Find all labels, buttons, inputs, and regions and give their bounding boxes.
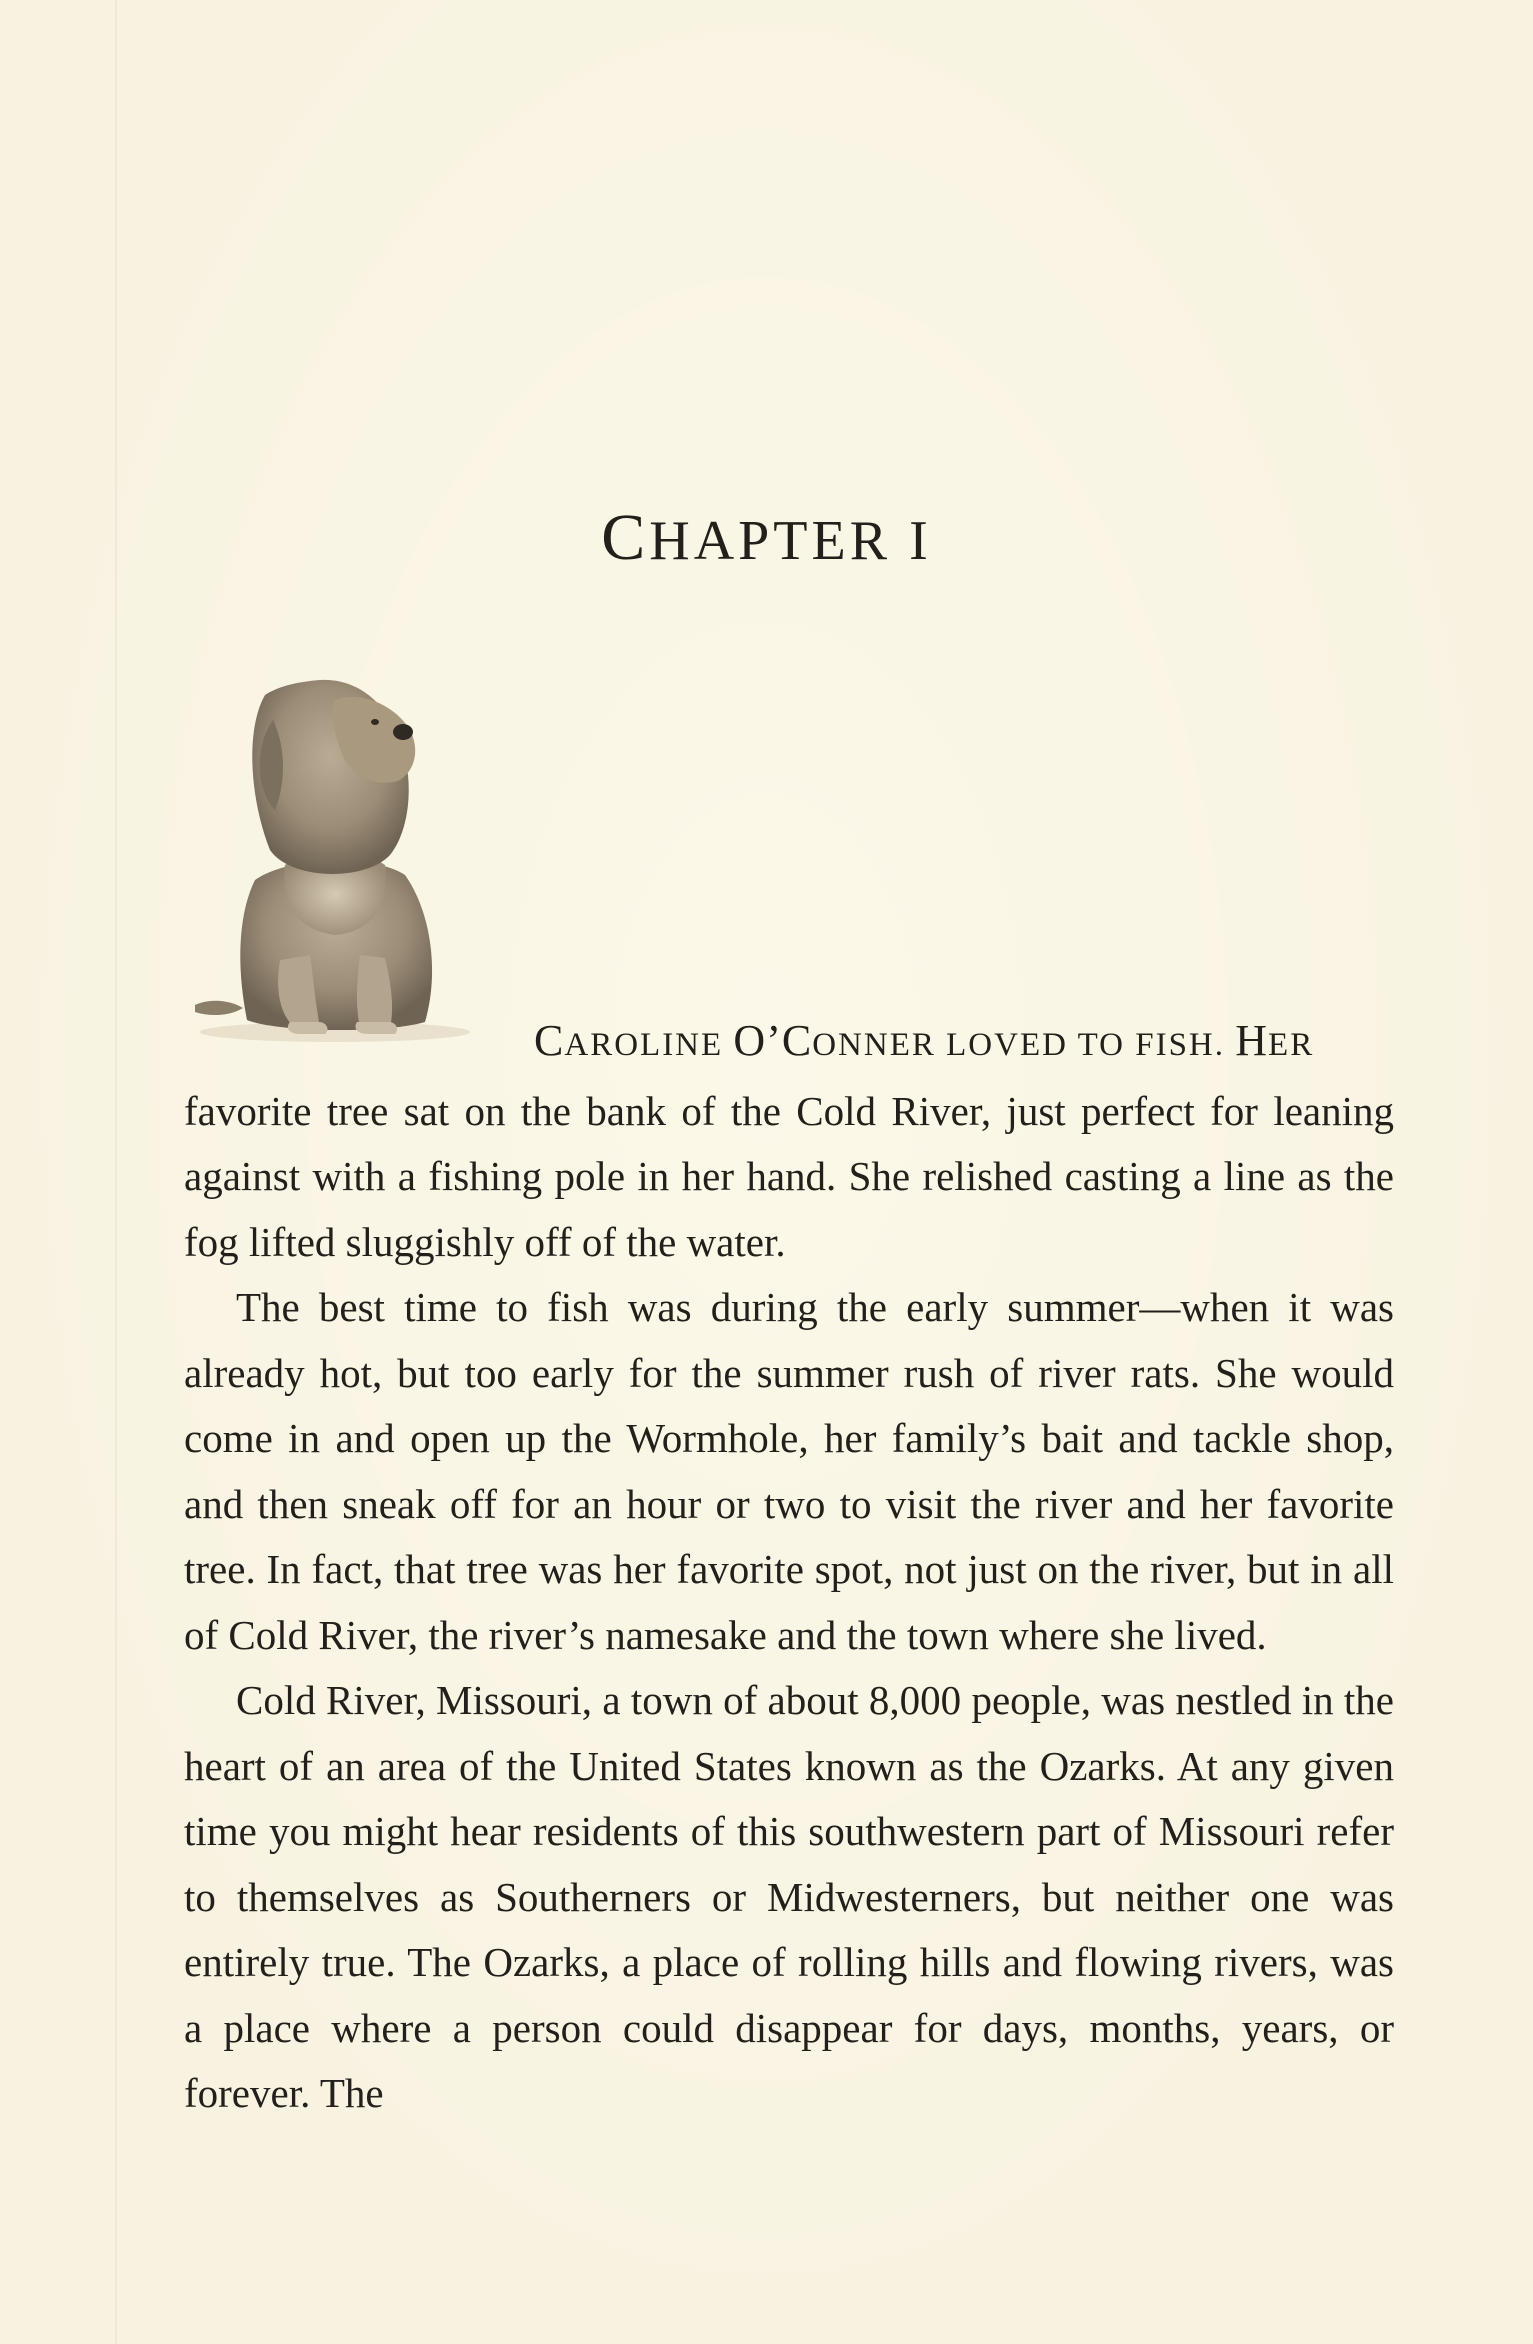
opening-sc-5: LOVED TO FISH. — [946, 1027, 1226, 1063]
puppy-sitting-icon — [185, 660, 495, 1050]
paragraph-1 — [184, 1008, 1394, 1275]
opening-small-caps — [184, 1008, 1314, 1079]
opening-cap-6: H — [1235, 1016, 1269, 1065]
opening-sc-4: ONNER — [812, 1027, 936, 1063]
opening-cap-1: C — [534, 1016, 565, 1065]
page-fold-shadow — [115, 0, 117, 2344]
opening-cap-3: O’C — [733, 1016, 813, 1065]
chapter-heading-initial: C — [601, 501, 650, 574]
paragraph-3: Cold River, Missouri, a town of about 8,000 people, was nestled in the heart of an area of the United States known as the Ozarks. At any given time you might hear residents of this southwestern part of Missouri refer to themselves as Southerners or Midwesterners, but neither one was entirely true. The Ozarks, a place of rolling hills and flowing rivers, was a place where a person could disappear for days, months, years, or forever. The — [184, 1677, 1394, 2116]
chapter-number: I — [909, 510, 932, 572]
opening-sc-7: ER — [1268, 1027, 1315, 1063]
chapter-heading-word: HAPTER — [649, 510, 892, 572]
paragraph-2: The best time to fish was during the early summer—when it was already hot, but too early for the summer rush of river rats. She would come in and open up the Wormhole, her family’s bait and tackle shop, and then sneak off for an hour or two to visit the river and her favorite tree. In fact, that tree was her favorite spot, not just on the river, but in all of Cold River, the river’s namesake and the town where she lived. — [184, 1284, 1394, 1658]
paragraph-1-text: favorite tree sat on the bank of the Cold River, just perfect for leaning against with a fishing pole in her hand. She relished casting a line as the fog lifted sluggishly off of the water. — [184, 1087, 1394, 1265]
chapter-heading — [0, 500, 1533, 576]
opening-sc-2: AROLINE — [564, 1027, 724, 1063]
chapter-text — [184, 1008, 1394, 2127]
